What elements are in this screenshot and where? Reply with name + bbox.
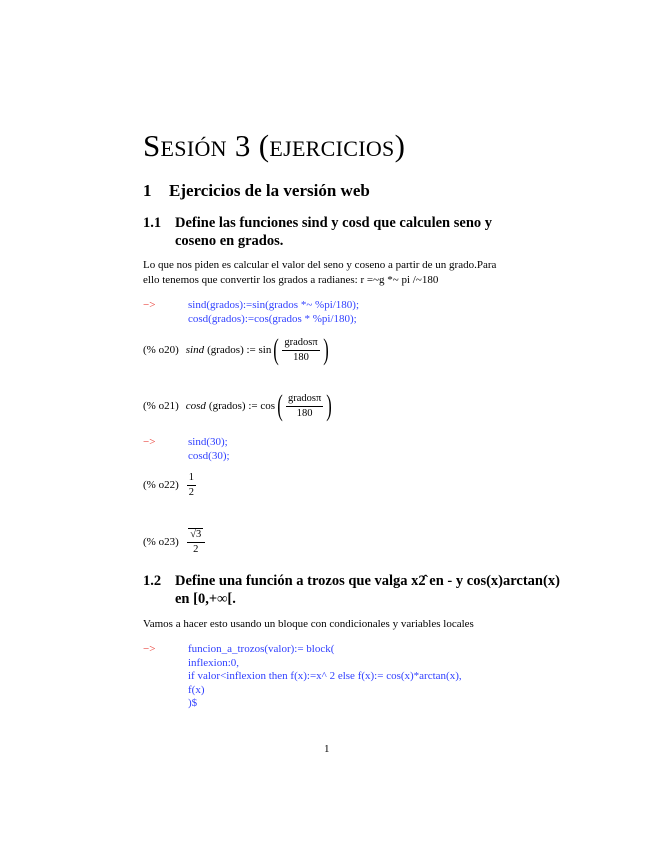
output-o20 xyxy=(143,333,331,367)
function-name: sind xyxy=(185,344,205,356)
section-number: 1 xyxy=(143,181,152,200)
fraction xyxy=(187,528,205,556)
output-label: (% o21) xyxy=(143,400,179,412)
code-line: sind(30); xyxy=(188,436,228,448)
subsection-title: Define una función a trozos que valga x2̂ en - y cos(x)arctan(x) en [0,+∞[. xyxy=(175,573,560,607)
output-label: (% o20) xyxy=(143,344,179,356)
page-title: Sesión 3 (ejercicios) xyxy=(143,128,406,163)
function-body: (grados) := cos xyxy=(208,400,275,412)
output-o23 xyxy=(143,527,206,557)
output-o22 xyxy=(143,470,197,500)
paragraph-line: Lo que nos piden es calcular el valor del seno y coseno a partir de un grado.Para xyxy=(143,259,497,271)
input-prompt: −> xyxy=(143,643,156,655)
code-input-2 xyxy=(188,436,230,463)
code-line: funcion_a_trozos(valor):= block( xyxy=(188,643,335,655)
page-number: 1 xyxy=(324,743,330,755)
function-body: (grados) := sin xyxy=(207,344,272,356)
paragraph-line: ello tenemos que convertir los grados a radianes: r =~g *~ pi /~180 xyxy=(143,274,439,286)
subsection-number: 1.2 xyxy=(143,573,162,589)
input-prompt: −> xyxy=(143,436,156,448)
fraction xyxy=(282,337,319,364)
section-title: Ejercicios de la versión web xyxy=(169,181,370,200)
code-line: if valor<inflexion then f(x):=x^ 2 else f(x):= cos(x)*arctan(x), xyxy=(188,670,462,682)
subsection-title: Define las funciones sind y cosd que calculen seno y coseno en grados. xyxy=(175,215,493,249)
denominator: 2 xyxy=(188,486,194,498)
output-label: (% o23) xyxy=(143,536,179,548)
fraction xyxy=(187,472,196,499)
denominator: 180 xyxy=(293,351,309,363)
code-input-1 xyxy=(188,299,359,326)
numerator: gradosπ xyxy=(282,337,319,351)
subsection-number: 1.1 xyxy=(143,215,162,231)
fraction xyxy=(286,393,323,420)
right-paren: ) xyxy=(322,333,329,366)
paragraph-line: Vamos a hacer esto usando un bloque con condicionales y variables locales xyxy=(143,618,474,630)
left-paren: ( xyxy=(277,389,283,422)
output-o21 xyxy=(143,389,334,423)
code-line: cosd(grados):=cos(grados * %pi/180); xyxy=(188,312,357,325)
input-prompt: −> xyxy=(143,299,156,311)
subsection-heading-1-2 xyxy=(143,572,563,612)
code-line: f(x) xyxy=(188,683,205,696)
code-line: sind(grados):=sin(grados *~ %pi/180); xyxy=(188,299,360,311)
denominator: 2 xyxy=(187,542,205,556)
code-input-3 xyxy=(188,643,462,711)
numerator: 1 xyxy=(187,472,196,486)
code-line: inflexion:0, xyxy=(188,656,240,669)
paragraph-1 xyxy=(143,258,496,288)
section-heading xyxy=(143,181,370,201)
right-paren: ) xyxy=(326,389,333,422)
numerator: gradosπ xyxy=(286,393,323,407)
output-label: (% o22) xyxy=(143,479,179,491)
denominator: 180 xyxy=(296,407,313,419)
subsection-heading-1-1 xyxy=(143,214,523,254)
code-line: cosd(30); xyxy=(188,449,230,462)
code-line: )$ xyxy=(188,697,198,709)
left-paren: ( xyxy=(273,333,280,366)
function-name: cosd xyxy=(185,400,206,412)
paragraph-2 xyxy=(143,617,474,632)
numerator: √3 xyxy=(190,529,202,540)
